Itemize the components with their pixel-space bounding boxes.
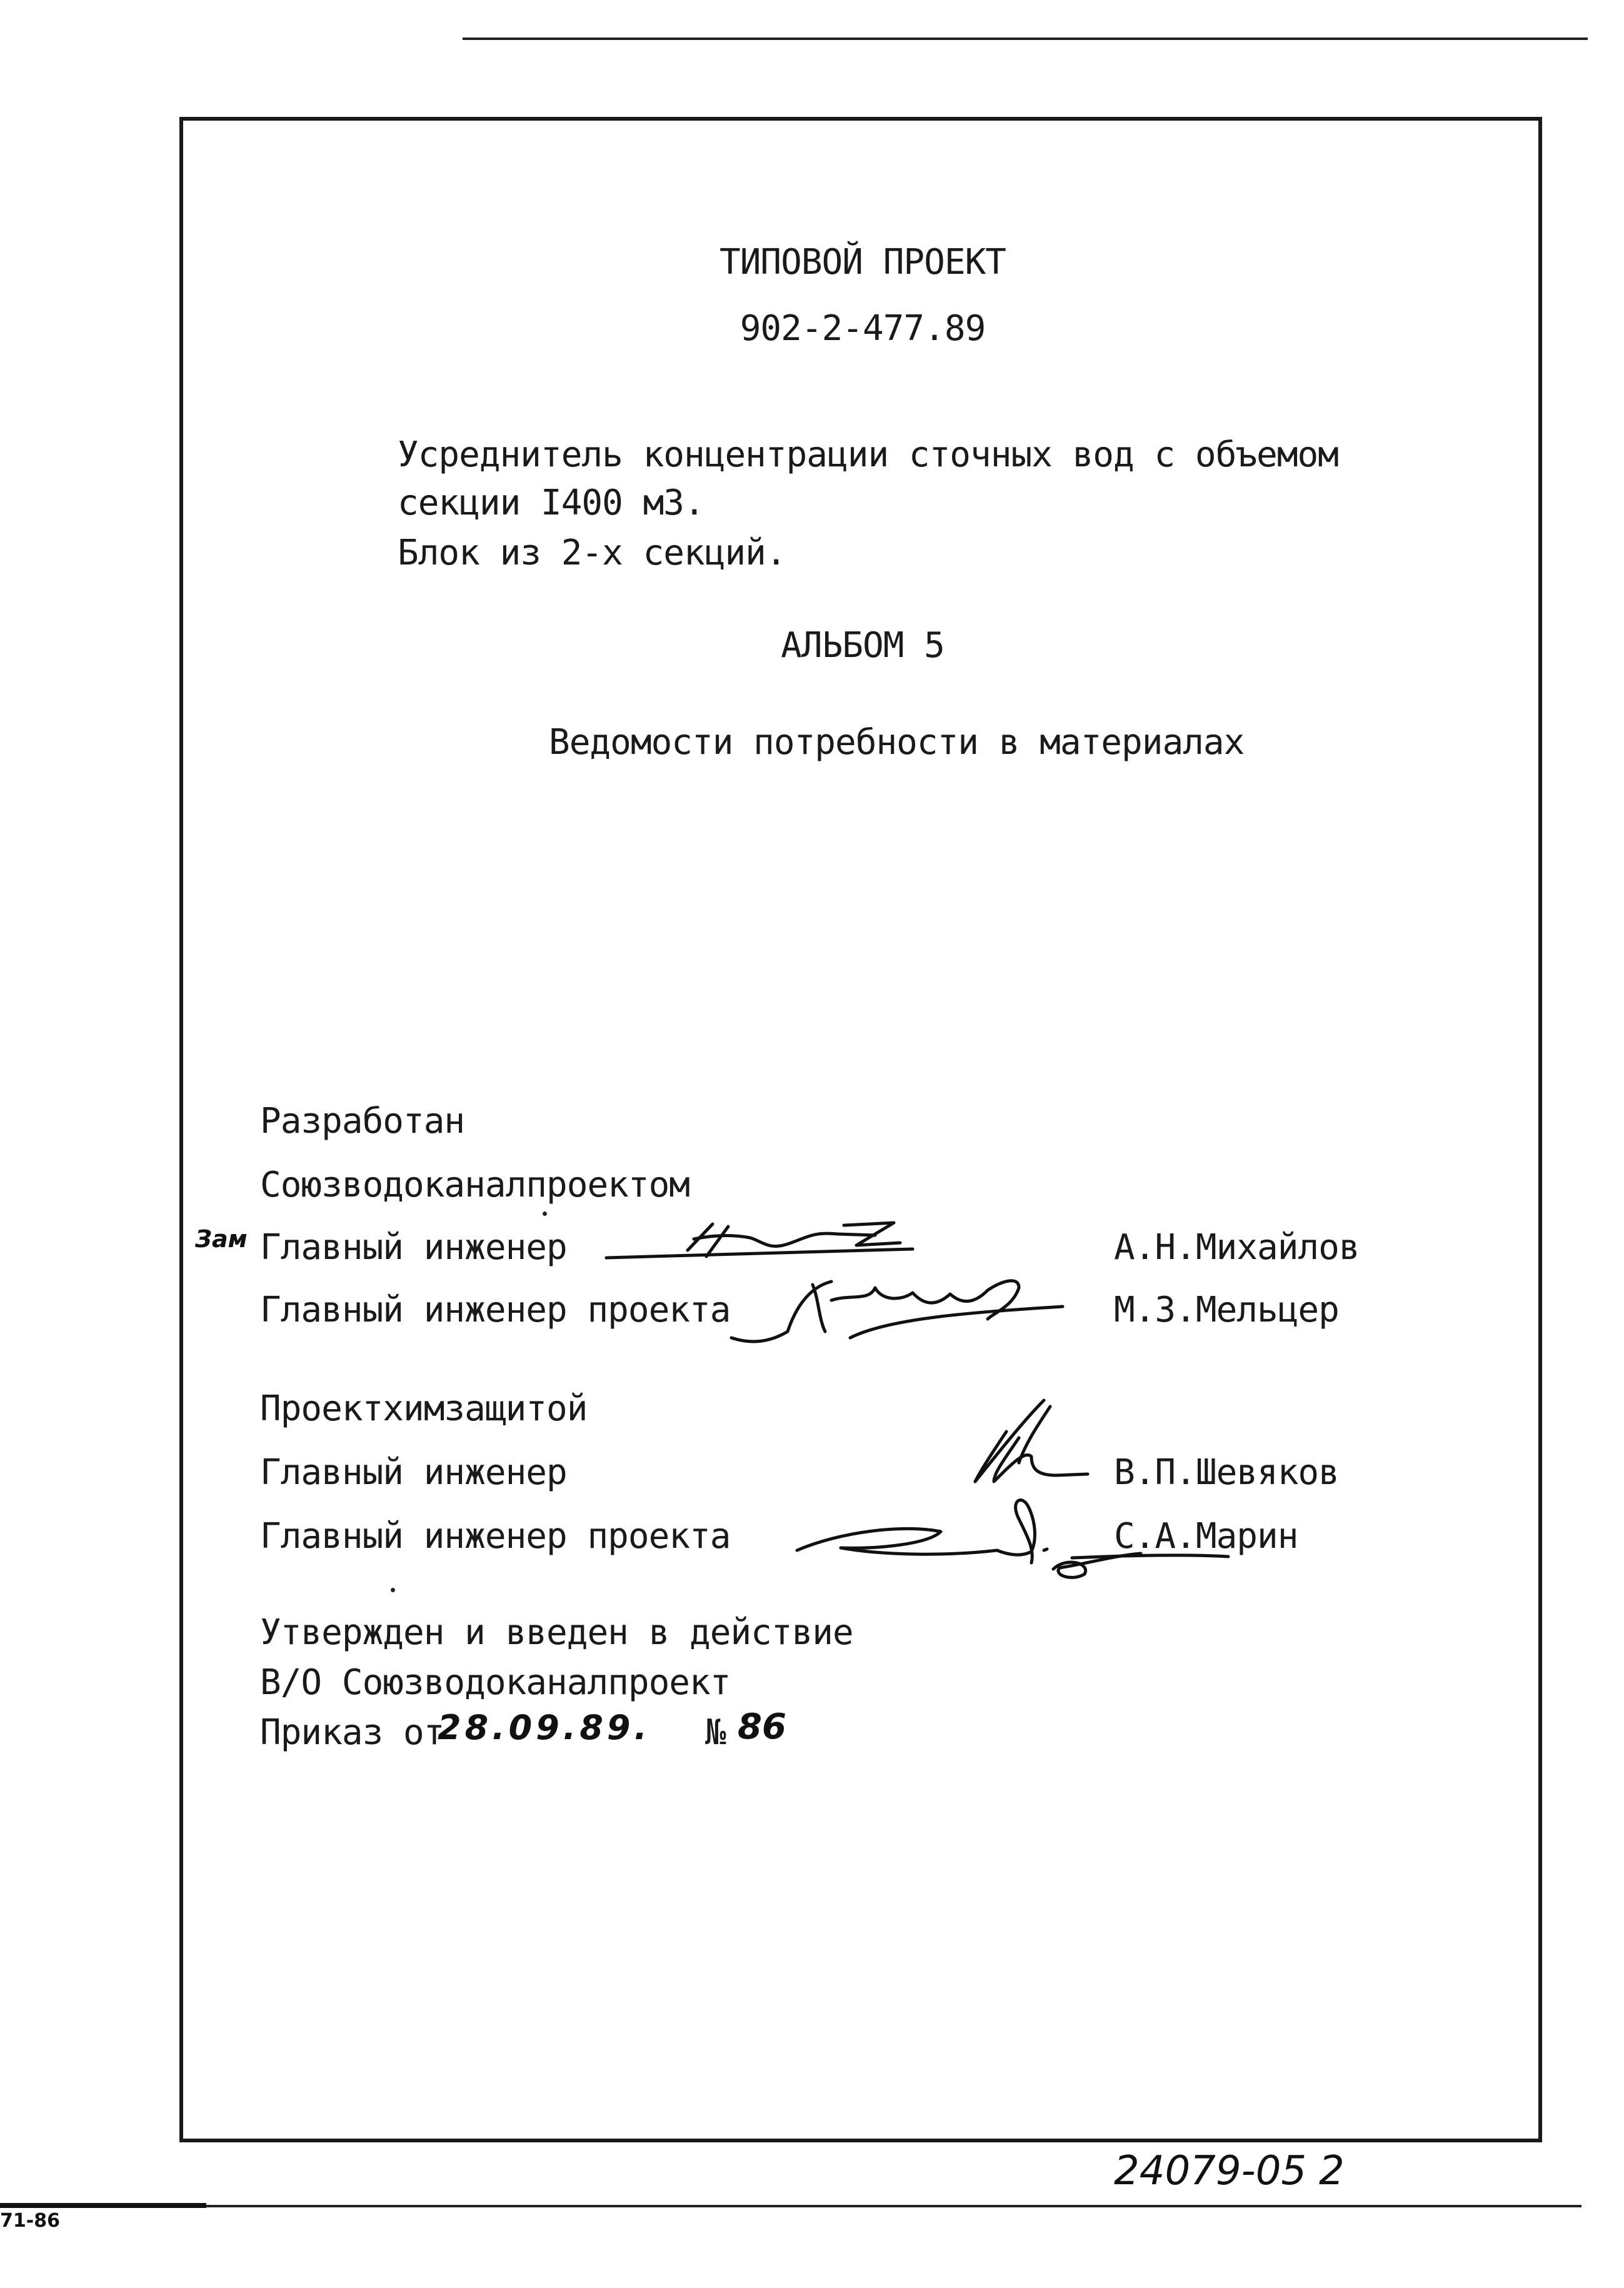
deputy-prefix: Зам: [195, 1225, 248, 1253]
order-number-prefix: №: [705, 1712, 726, 1753]
signatory-name-4: С.А.Марин: [1114, 1516, 1298, 1557]
developed-label: Разработан: [260, 1101, 465, 1141]
order-date: 28.09.89.: [438, 1708, 651, 1747]
project-number: 902-2-477.89: [739, 308, 986, 349]
signature-shevyakov: [950, 1394, 1100, 1494]
description-line-2: секции I400 м3.: [398, 483, 704, 523]
signatory-role-2: Главный инженер проекта: [260, 1290, 731, 1330]
signatory-role-1: Главный инженер: [260, 1227, 567, 1268]
signature-mikhailov: [600, 1213, 950, 1269]
page-number: 2: [1319, 2148, 1345, 2194]
bottom-rule: [0, 2205, 1581, 2207]
order-label: Приказ от: [260, 1712, 444, 1753]
signatory-role-3: Главный инженер: [260, 1452, 567, 1493]
project-type-title: ТИПОВОЙ ПРОЕКТ: [719, 242, 1006, 283]
developer-org-1: Союзводоканалпроектом: [260, 1165, 690, 1205]
signatory-name-3: В.П.Шевяков: [1114, 1452, 1339, 1493]
corner-code: 71-86: [0, 2210, 60, 2232]
bottom-rule-accent: [0, 2203, 206, 2208]
developer-org-2: Проектхимзащитой: [260, 1388, 588, 1429]
ink-dot-2: [391, 1588, 395, 1592]
description-line-3: Блок из 2-х секций.: [398, 533, 786, 573]
signatory-name-2: М.З.Мельцер: [1114, 1290, 1339, 1330]
album-subtitle: Ведомости потребности в материалах: [549, 722, 1245, 763]
signatory-name-1: А.Н.Михайлов: [1114, 1227, 1360, 1268]
album-title: АЛЬБОМ 5: [781, 625, 945, 666]
signature-meltser: [725, 1263, 1081, 1357]
approval-line-2: В/О Союзводоканалпроект: [260, 1662, 731, 1703]
ink-dot: [543, 1212, 547, 1216]
top-rule: [463, 38, 1588, 40]
signatory-role-4: Главный инженер проекта: [260, 1516, 731, 1557]
description-line-1: Усреднитель концентрации сточных вод с объемом: [398, 434, 1338, 475]
approval-line-1: Утвержден и введен в действие: [260, 1612, 853, 1653]
order-number: 86: [738, 1707, 786, 1747]
sheet-code: 24079-05: [1114, 2148, 1307, 2194]
